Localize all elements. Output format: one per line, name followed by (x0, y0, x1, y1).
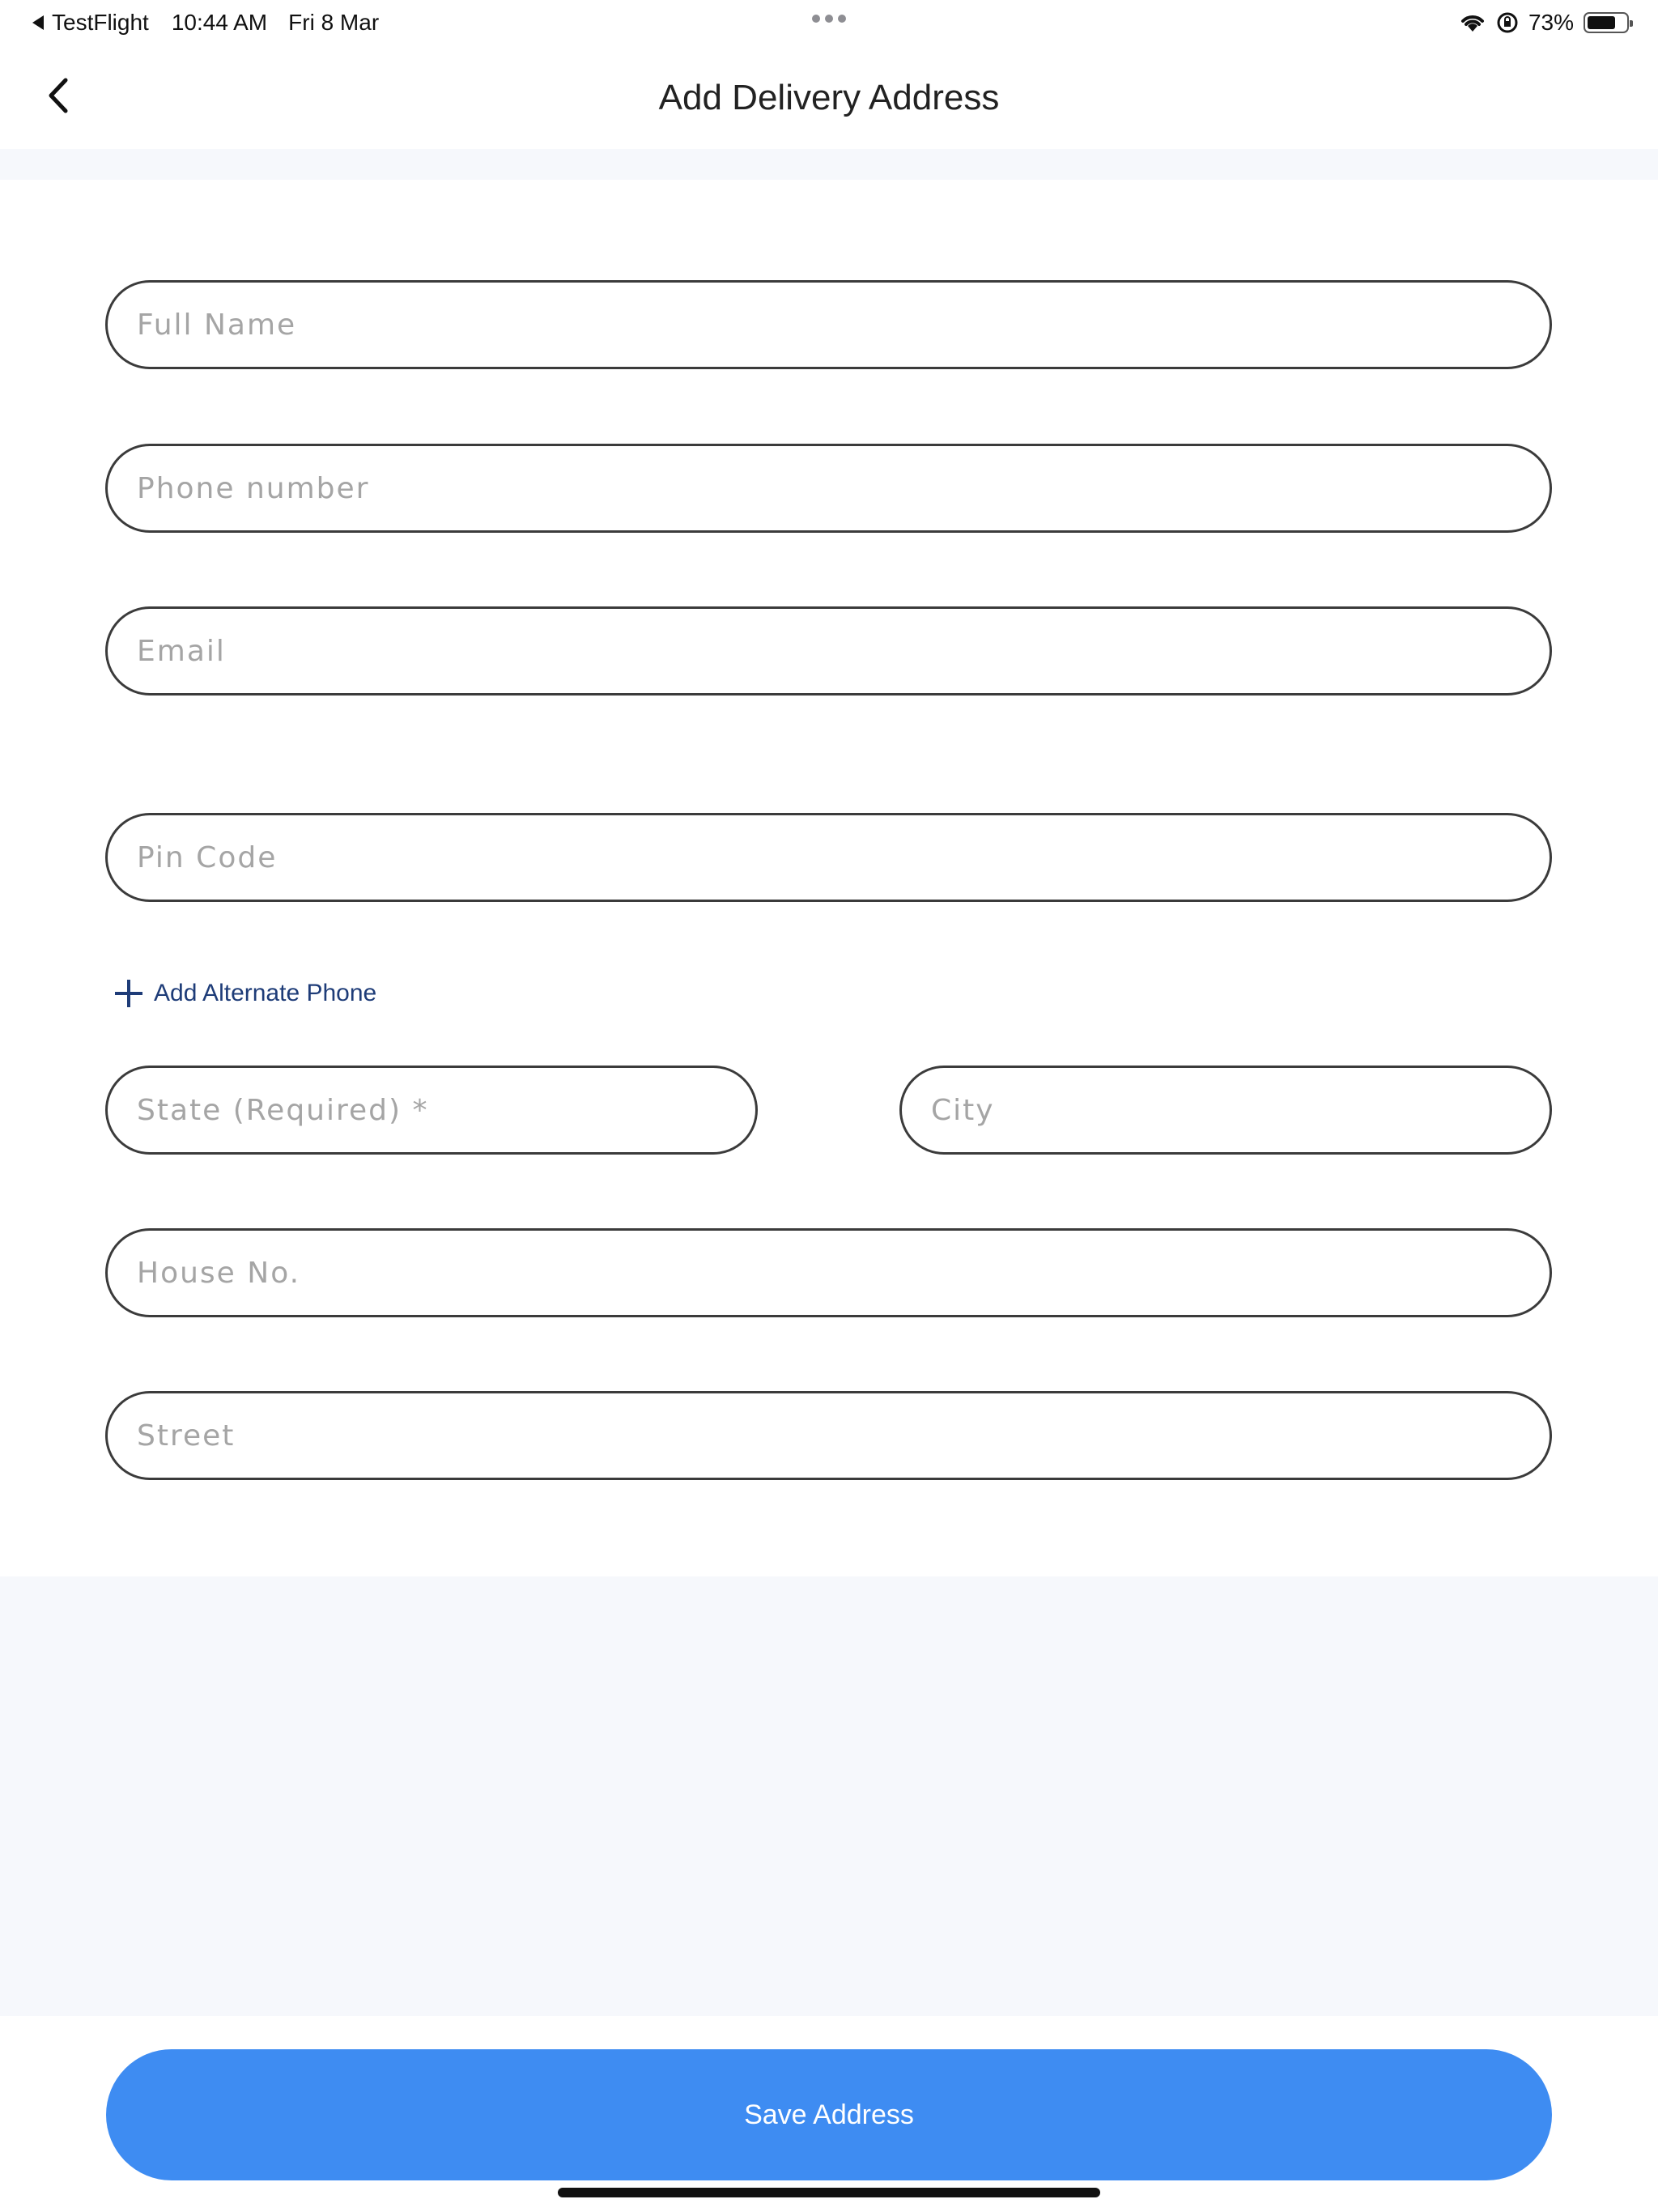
plus-icon (113, 978, 144, 1009)
back-to-app[interactable] (32, 10, 149, 36)
back-arrow-icon (32, 15, 44, 30)
navigation-bar (0, 45, 1658, 149)
add-alternate-phone-button[interactable] (113, 978, 376, 1009)
battery-icon (1584, 12, 1629, 33)
status-right (1459, 10, 1629, 36)
page-title: Add Delivery Address (658, 78, 1000, 117)
email-input[interactable] (105, 606, 1552, 696)
wifi-icon (1459, 12, 1486, 33)
empty-spacer-area (0, 1576, 1658, 2016)
battery-percentage: 73% (1528, 10, 1574, 35)
status-left (32, 10, 379, 36)
city-input[interactable] (899, 1066, 1552, 1155)
add-alternate-phone-label: Add Alternate Phone (154, 980, 377, 1006)
phone-number-input[interactable] (105, 444, 1552, 533)
state-input[interactable] (105, 1066, 758, 1155)
save-address-button[interactable]: Save Address (106, 2049, 1552, 2180)
status-time: 10:44 AM (171, 10, 268, 35)
header-divider-band (0, 149, 1658, 180)
multitasking-dots-icon[interactable] (812, 15, 846, 23)
home-indicator[interactable] (558, 2188, 1100, 2197)
back-app-label: TestFlight (52, 10, 149, 35)
status-date: Fri 8 Mar (288, 10, 380, 35)
street-input[interactable] (105, 1391, 1552, 1480)
status-bar (0, 0, 1658, 45)
orientation-lock-icon (1496, 11, 1519, 34)
address-form (0, 180, 1658, 1576)
house-no-input[interactable] (105, 1228, 1552, 1317)
pin-code-input[interactable] (105, 813, 1552, 902)
full-name-input[interactable] (105, 280, 1552, 369)
